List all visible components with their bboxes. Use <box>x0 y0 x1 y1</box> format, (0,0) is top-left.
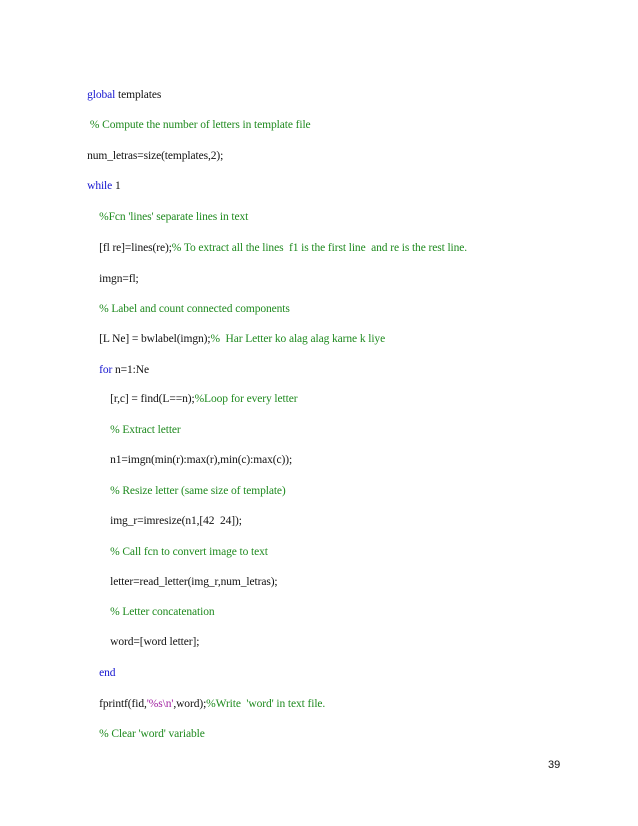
code-line-lines-call <box>88 227 467 269</box>
code-text: fprintf(fid, <box>99 698 147 710</box>
page-number: 39 <box>548 759 561 771</box>
code-text: img_r=imresize(n1,[42 24]); <box>110 515 242 527</box>
code-comment: % Clear 'word' variable <box>99 728 205 740</box>
keyword: while <box>87 180 113 192</box>
code-comment: % To extract all the lines f1 is the first line and re is the rest line. <box>171 242 468 254</box>
code-text: [r,c] = find(L==n); <box>110 393 195 405</box>
code-comment: %Write 'word' in text file. <box>206 698 326 710</box>
code-text: letter=read_letter(img_r,num_letras); <box>110 576 278 588</box>
code-comment: %Loop for every letter <box>194 393 298 405</box>
code-text: templates <box>115 89 162 101</box>
code-text: imgn=fl; <box>99 273 139 285</box>
code-text: word=[word letter]; <box>110 636 200 648</box>
code-text: [fl re]=lines(re); <box>99 242 172 254</box>
code-text: 1 <box>112 180 121 192</box>
code-line-comment-clear <box>88 713 205 755</box>
code-text: n1=imgn(min(r):max(r),min(c):max(c)); <box>110 454 293 466</box>
code-text: n=1:Ne <box>112 364 149 376</box>
keyword: end <box>99 667 116 679</box>
keyword: global <box>87 89 116 101</box>
code-comment: %Fcn 'lines' separate lines in text <box>99 211 249 223</box>
code-text: ,word); <box>173 698 207 710</box>
code-comment: % Resize letter (same size of template) <box>110 485 286 497</box>
code-comment: % Letter concatenation <box>110 606 215 618</box>
code-text: num_letras=size(templates,2); <box>87 150 224 162</box>
code-comment: % Label and count connected components <box>99 303 290 315</box>
code-comment: % Compute the number of letters in template file <box>87 119 311 131</box>
code-comment: % Extract letter <box>110 424 181 436</box>
code-string: '%s\n' <box>146 698 174 710</box>
code-comment: % Har Letter ko alag alag karne k liye <box>210 333 386 345</box>
keyword: for <box>99 364 113 376</box>
code-comment: % Call fcn to convert image to text <box>110 546 268 558</box>
code-text: [L Ne] = bwlabel(imgn); <box>99 333 211 345</box>
